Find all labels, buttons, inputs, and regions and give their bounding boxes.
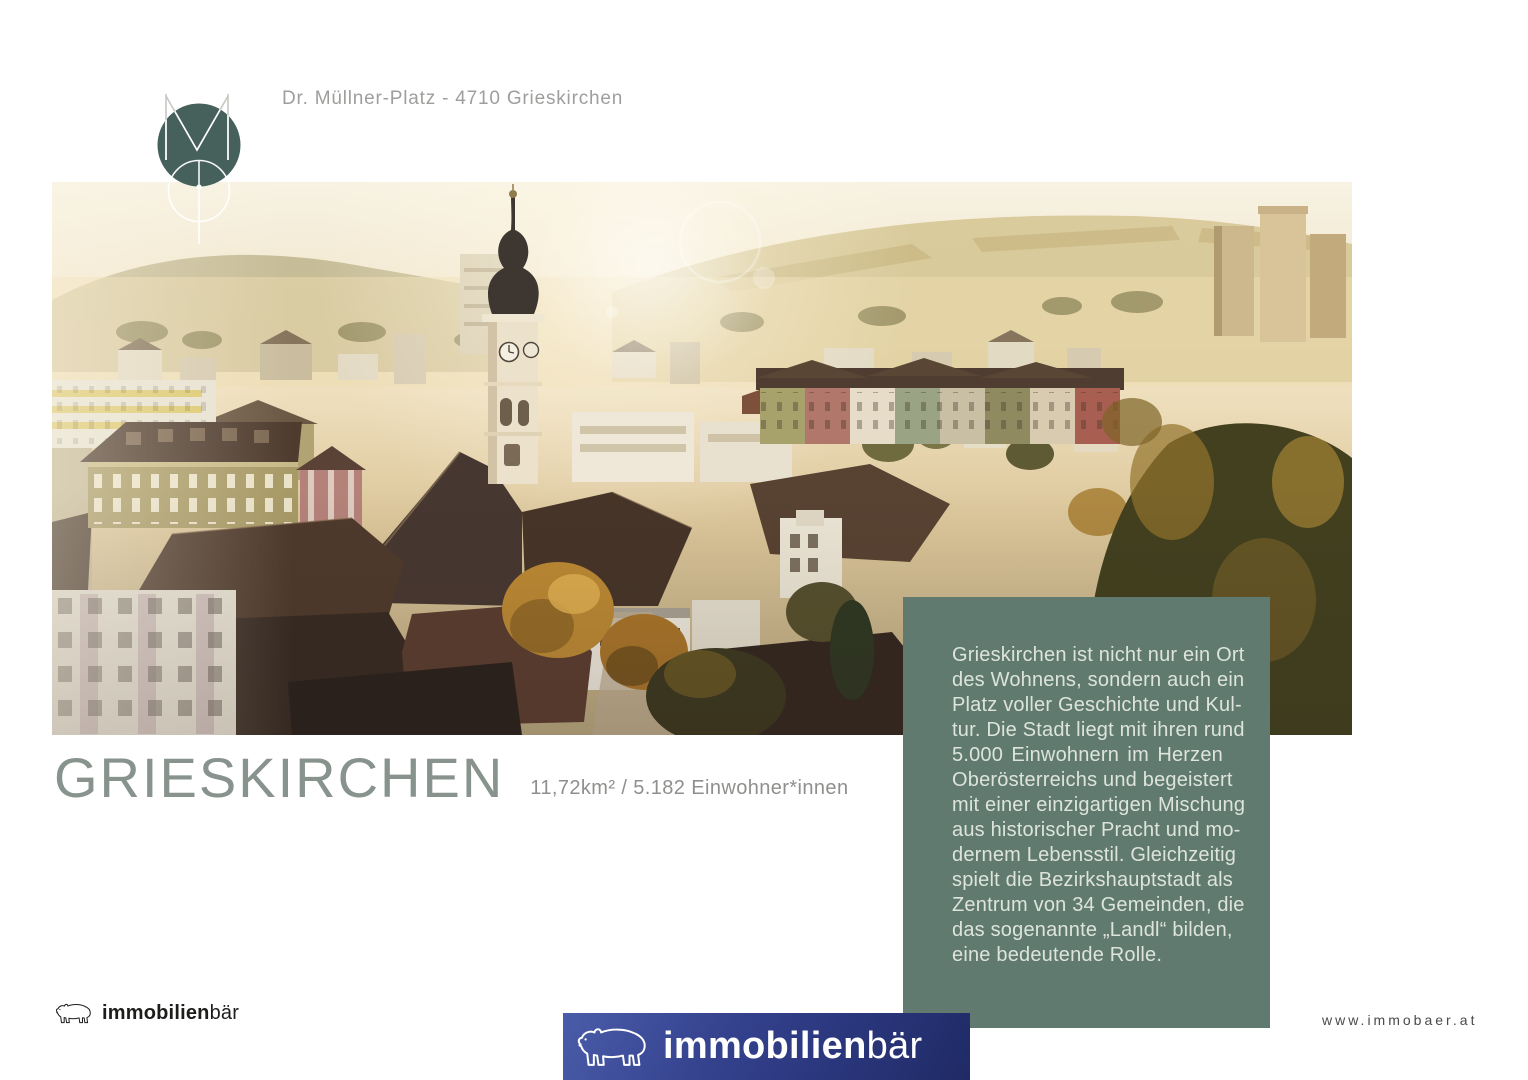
bear-icon [576,1025,650,1069]
info-text-line: Grieskirchen ist nicht nur ein Ort [952,644,1245,666]
website-link[interactable]: www.immobaer.at [1322,1012,1478,1028]
page-title: GRIESKIRCHEN [54,746,505,809]
info-text-line: 5.000 Einwohnern im Herzen [952,744,1223,766]
info-text-line: das sogenannte „Landl“ bilden, [952,919,1233,941]
info-text-line: Oberösterreichs und begeistert [952,769,1233,791]
brand-word-light: bär [866,1025,923,1067]
info-text-line: spielt die Bezirkshauptstadt als [952,869,1233,891]
info-text-line: mit einer einzigartigen Mischung [952,794,1246,816]
info-box [903,597,1270,1028]
bear-icon [55,1002,93,1025]
info-text-line: Platz voller Geschichte und Kul- [952,694,1242,716]
info-text-line: dernem Lebensstil. Gleichzeitig [952,844,1237,866]
info-text-line: des Wohnens, sondern auch ein [952,669,1245,691]
info-text-line: aus historischer Pracht und mo- [952,819,1241,841]
footer-brand-logo [55,1002,239,1025]
info-text-line: Zentrum von 34 Gemeinden, die [952,894,1245,916]
brand-wordmark [663,1025,922,1068]
header-address: Dr. Müllner-Platz - 4710 Grieskirchen [282,88,624,109]
title-block [54,746,849,809]
brand-wordmark [102,1002,239,1025]
brand-word-bold: immobilien [102,1002,210,1024]
info-text-line: tur. Die Stadt liegt mit ihren rund [952,719,1245,741]
footer-banner [563,1013,970,1080]
mp-monogram-logo [148,86,252,252]
brand-word-light: bär [209,1002,240,1024]
area-population-subtitle: 11,72km² / 5.182 Einwohner*innen [530,777,849,799]
info-text-line: eine bedeutende Rolle. [952,944,1163,966]
brand-word-bold: immobilien [663,1025,867,1067]
